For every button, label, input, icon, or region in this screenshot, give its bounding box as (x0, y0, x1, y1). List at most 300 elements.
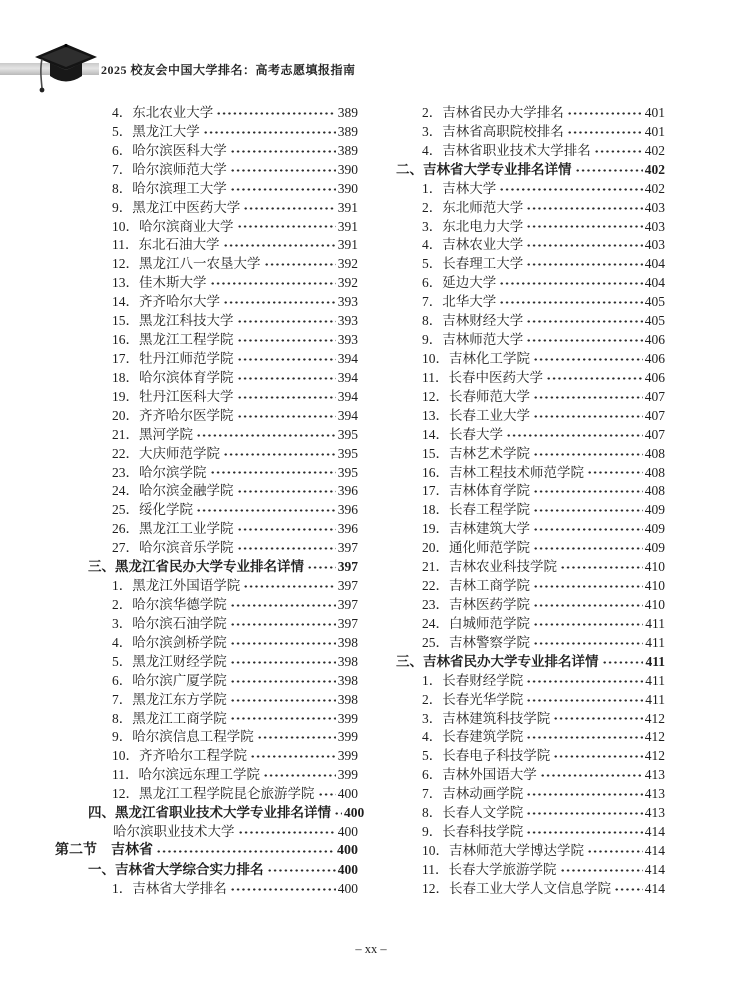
toc-entry-label: 8．哈尔滨理工大学 (112, 180, 227, 196)
dot-leader (526, 691, 643, 710)
toc-entry-page: 412 (644, 729, 665, 745)
toc-entry (396, 672, 665, 691)
toc-entry (55, 218, 358, 237)
toc-entry (396, 634, 665, 653)
toc-entry-label: 12．黑龙江工程学院昆仑旅游学院 (112, 786, 315, 802)
dot-leader (533, 407, 643, 426)
toc-entry (396, 180, 665, 199)
dot-leader (196, 426, 336, 445)
dot-leader (553, 747, 643, 766)
dot-leader (526, 728, 643, 747)
toc-entry-label: 17．牡丹江师范学院 (112, 350, 234, 366)
toc-entry (396, 785, 665, 804)
dot-leader (230, 710, 336, 729)
dot-leader (587, 842, 643, 861)
dot-leader (526, 331, 643, 350)
toc-entry (55, 747, 358, 766)
toc-entry-page: 395 (337, 445, 358, 461)
dot-leader (203, 123, 336, 142)
toc-entry-label: 1．长春财经学院 (422, 672, 524, 688)
toc-entry-page: 410 (644, 596, 665, 612)
toc-entry-label: 6．哈尔滨医科大学 (112, 142, 227, 158)
toc-entry (55, 710, 358, 729)
toc-entry (55, 274, 358, 293)
toc-entry-label: 3．东北电力大学 (422, 218, 524, 234)
toc-entry-page: 413 (644, 767, 665, 783)
toc-entry-label: 14．齐齐哈尔大学 (112, 294, 220, 310)
toc-entry (55, 520, 358, 539)
toc-entry-page: 403 (644, 237, 665, 253)
dot-leader (230, 180, 336, 199)
dot-leader (526, 218, 643, 237)
toc-entry (55, 104, 358, 123)
toc-entry (396, 104, 665, 123)
toc-entry-label: 21．黑河学院 (112, 426, 193, 442)
dot-leader (250, 747, 336, 766)
toc-entry-page: 389 (337, 142, 358, 158)
toc-entry (396, 255, 665, 274)
toc-entry-page: 414 (644, 842, 665, 858)
dot-leader (533, 350, 643, 369)
toc-entry-label: 9．黑龙江中医药大学 (112, 199, 241, 215)
toc-entry (55, 312, 358, 331)
toc-entry (396, 142, 665, 161)
toc-entry-page: 397 (337, 578, 358, 594)
toc-entry (396, 577, 665, 596)
toc-entry-label: 20．通化师范学院 (422, 540, 530, 556)
toc-entry-label: 24．哈尔滨金融学院 (112, 483, 234, 499)
toc-entry (55, 653, 358, 672)
dot-leader (223, 236, 336, 255)
toc-entry (396, 464, 665, 483)
toc-entry (55, 331, 358, 350)
toc-entry-label: 8．长春人文学院 (422, 805, 524, 821)
toc-entry (55, 426, 358, 445)
dot-leader (526, 823, 643, 842)
toc-entry-label: 9．哈尔滨信息工程学院 (112, 729, 254, 745)
toc-entry (55, 236, 358, 255)
dot-leader (594, 142, 643, 161)
toc-entry-page: 396 (337, 483, 358, 499)
toc-entry-page: 397 (337, 559, 358, 575)
folio-page-number: – xx – (355, 942, 387, 956)
toc-entry-page: 414 (644, 861, 665, 877)
toc-entry-label: 9．吉林师范大学 (422, 332, 524, 348)
toc-entry (396, 861, 665, 880)
toc-entry (396, 331, 665, 350)
toc-entry-page: 394 (337, 388, 358, 404)
toc-entry-label: 6．延边大学 (422, 275, 497, 291)
toc-entry (55, 539, 358, 558)
toc-entry-page: 414 (644, 824, 665, 840)
toc-entry-label: 8．吉林财经大学 (422, 313, 524, 329)
toc-entry-page: 408 (644, 445, 665, 461)
toc-entry-label: 13．长春工业大学 (422, 407, 530, 423)
toc-entry-page: 392 (337, 256, 358, 272)
toc-entry-label: 7．哈尔滨师范大学 (112, 161, 227, 177)
toc-entry (55, 482, 358, 501)
toc-entry-label: 三、黑龙江省民办大学专业排名详情 (88, 559, 304, 575)
toc-entry-label: 15．黑龙江科技大学 (112, 313, 234, 329)
toc-entry-label: 4．吉林省职业技术大学排名 (422, 142, 591, 158)
toc-entry-label: 2．东北师范大学 (422, 199, 524, 215)
toc-entry-page: 396 (337, 521, 358, 537)
toc-entry-label: 哈尔滨职业技术大学 (113, 824, 235, 840)
dot-leader (533, 577, 643, 596)
toc-entry (396, 236, 665, 255)
toc-entry-page: 399 (337, 748, 358, 764)
toc-entry-label: 11．长春中医药大学 (422, 369, 543, 385)
toc-entry-label: 25．吉林警察学院 (422, 634, 530, 650)
dot-leader (237, 218, 336, 237)
toc-entry-page: 403 (644, 199, 665, 215)
toc-entry-page: 412 (644, 748, 665, 764)
toc-entry (396, 615, 665, 634)
toc-entry (55, 785, 358, 804)
dot-leader (237, 539, 336, 558)
toc-entry-label: 18．长春工程学院 (422, 502, 530, 518)
toc-entry-label: 6．吉林外国语大学 (422, 767, 537, 783)
toc-entry-label: 四、黑龙江省职业技术大学专业排名详情 (88, 805, 331, 821)
toc-entry-label: 4．吉林农业大学 (422, 237, 524, 253)
toc-entry-page: 405 (644, 294, 665, 310)
toc-entry-label: 25．绥化学院 (112, 502, 193, 518)
toc-entry-page: 390 (337, 161, 358, 177)
toc-entry-page: 389 (337, 123, 358, 139)
toc-entry (396, 445, 665, 464)
dot-leader (334, 804, 342, 823)
toc-entry (55, 293, 358, 312)
dot-leader (560, 861, 643, 880)
toc-entry-label: 7．北华大学 (422, 294, 497, 310)
dot-leader (237, 388, 336, 407)
toc-entry (55, 558, 358, 577)
toc-entry-page: 390 (337, 180, 358, 196)
toc-entry-page: 400 (337, 861, 358, 877)
toc-entry-label: 一、吉林省大学综合实力排名 (88, 861, 264, 877)
toc-entry-label: 11．长春大学旅游学院 (422, 861, 557, 877)
dot-leader (533, 482, 643, 501)
dot-leader (243, 199, 336, 218)
toc-entry-label: 10．齐齐哈尔工程学院 (112, 748, 247, 764)
toc-entry-page: 409 (644, 540, 665, 556)
toc-entry (396, 520, 665, 539)
toc-entry-page: 413 (644, 786, 665, 802)
toc-entry-label: 24．白城师范学院 (422, 615, 530, 631)
dot-leader (560, 558, 643, 577)
toc-entry (396, 312, 665, 331)
toc-entry-label: 17．吉林体育学院 (422, 483, 530, 499)
dot-leader (237, 482, 336, 501)
toc-entry-label: 14．长春大学 (422, 426, 503, 442)
toc-entry-label: 二、吉林省大学专业排名详情 (396, 161, 572, 177)
dot-leader (263, 766, 336, 785)
dot-leader (230, 596, 336, 615)
toc-entry (55, 180, 358, 199)
toc-entry (396, 842, 665, 861)
toc-entry-page: 407 (644, 426, 665, 442)
toc-entry-label: 10．吉林化工学院 (422, 350, 530, 366)
toc-entry (55, 861, 358, 880)
dot-leader (533, 615, 643, 634)
toc-column-left (55, 104, 365, 899)
dot-leader (230, 142, 336, 161)
toc-entry-page: 400 (337, 842, 358, 858)
toc-entry (396, 747, 665, 766)
dot-leader (230, 691, 336, 710)
toc-entry-page: 395 (337, 426, 358, 442)
toc-entry-label: 11．哈尔滨远东理工学院 (112, 767, 260, 783)
toc-entry (55, 407, 358, 426)
toc-entry-label: 5．长春电子科技学院 (422, 748, 551, 764)
toc-entry (396, 804, 665, 823)
dot-leader (540, 766, 643, 785)
dot-leader (264, 255, 336, 274)
toc-entry (396, 558, 665, 577)
toc-entry (396, 293, 665, 312)
toc-entry (55, 369, 358, 388)
toc-entry-page: 399 (337, 710, 358, 726)
toc-entry-page: 411 (645, 691, 665, 707)
dot-leader (307, 558, 336, 577)
toc-entry-page: 402 (644, 180, 665, 196)
toc-entry (396, 691, 665, 710)
dot-leader (210, 464, 336, 483)
toc-entry-page: 407 (644, 407, 665, 423)
dot-leader (546, 369, 643, 388)
toc-entry (396, 369, 665, 388)
toc-entry-label: 21．吉林农业科技学院 (422, 559, 557, 575)
dot-leader (257, 728, 336, 747)
toc-entry-page: 391 (337, 218, 358, 234)
toc-entry-label: 8．黑龙江工商学院 (112, 710, 227, 726)
toc-entry-label: 19．吉林建筑大学 (422, 521, 530, 537)
toc-entry (396, 199, 665, 218)
toc-entry-label: 3．吉林省高职院校排名 (422, 123, 564, 139)
dot-leader (506, 426, 643, 445)
page-title: 2025 校友会中国大学排名：高考志愿填报指南 (101, 63, 356, 77)
toc-entry (396, 482, 665, 501)
toc-entry-label: 19．牡丹江医科大学 (112, 388, 234, 404)
toc-entry-label: 22．大庆师范学院 (112, 445, 220, 461)
dot-leader (230, 634, 336, 653)
dot-leader (526, 804, 643, 823)
toc-entry (55, 123, 358, 142)
toc-entry-label: 5．黑龙江大学 (112, 123, 200, 139)
toc-entry-page: 397 (337, 540, 358, 556)
dot-leader (533, 501, 643, 520)
toc-entry-page: 408 (644, 464, 665, 480)
dot-leader (216, 104, 336, 123)
dot-leader (237, 369, 336, 388)
toc-entry-label: 27．哈尔滨音乐学院 (112, 540, 234, 556)
dot-leader (196, 501, 336, 520)
toc-entry (55, 161, 358, 180)
dot-leader (533, 520, 643, 539)
dot-leader (587, 464, 643, 483)
toc-entry (55, 255, 358, 274)
dot-leader (499, 274, 643, 293)
dot-leader (533, 388, 643, 407)
toc-entry-label: 9．长春科技学院 (422, 824, 524, 840)
dot-leader (237, 331, 336, 350)
toc-entry-page: 402 (644, 161, 665, 177)
toc-entry-label: 4．东北农业大学 (112, 105, 214, 120)
toc-entry-page: 394 (337, 407, 358, 423)
dot-leader (526, 785, 643, 804)
toc-entry-label: 23．吉林医药学院 (422, 596, 530, 612)
toc-entry-page: 393 (337, 294, 358, 310)
toc-entry-page: 393 (337, 313, 358, 329)
page-footer (0, 942, 742, 957)
dot-leader (318, 785, 336, 804)
toc-entry-label: 三、吉林省民办大学专业排名详情 (396, 653, 599, 669)
toc-entry-label: 2．长春光华学院 (422, 691, 524, 707)
toc-entry-page: 398 (337, 634, 358, 650)
toc-entry (396, 123, 665, 142)
toc-entry (55, 445, 358, 464)
toc-entry-page: 396 (337, 502, 358, 518)
toc-entry-page: 400 (344, 805, 365, 821)
dot-leader (526, 312, 643, 331)
toc-entry-label: 5．长春理工大学 (422, 256, 524, 272)
toc-entry-page: 409 (644, 502, 665, 518)
toc-entry-page: 402 (644, 142, 665, 158)
toc-entry (396, 218, 665, 237)
dot-leader (237, 350, 336, 369)
toc-entry-page: 397 (337, 596, 358, 612)
toc-entry (55, 842, 358, 861)
toc-entry-page: 403 (644, 218, 665, 234)
toc-entry-page: 400 (337, 880, 358, 896)
toc-entry-page: 408 (644, 483, 665, 499)
toc-entry-page: 411 (645, 615, 665, 631)
toc-entry-label: 6．哈尔滨广厦学院 (112, 672, 227, 688)
toc-entry (55, 501, 358, 520)
toc-entry-label: 13．佳木斯大学 (112, 275, 207, 291)
dot-leader (553, 710, 643, 729)
toc-entry (55, 615, 358, 634)
toc-entry (55, 728, 358, 747)
toc-entry-label: 7．吉林动画学院 (422, 786, 524, 802)
toc-entry-label: 18．哈尔滨体育学院 (112, 369, 234, 385)
toc-entry-page: 394 (337, 350, 358, 366)
dot-leader (243, 577, 336, 596)
toc-entry-page: 404 (644, 275, 665, 291)
toc-entry-page: 414 (644, 880, 665, 896)
toc-entry (396, 407, 665, 426)
toc-entry-page: 413 (644, 805, 665, 821)
dot-leader (238, 823, 336, 842)
toc-entry (396, 350, 665, 369)
toc-entry-label: 第二节 吉林省 (55, 842, 153, 858)
dot-leader (499, 293, 643, 312)
toc-entry-page: 406 (644, 369, 665, 385)
toc-entry (396, 388, 665, 407)
toc-entry-label: 26．黑龙江工业学院 (112, 521, 234, 537)
toc-entry-page: 405 (644, 313, 665, 329)
dot-leader (533, 634, 643, 653)
toc-entry (396, 653, 665, 672)
dot-leader (230, 880, 336, 899)
toc-entry-page: 394 (337, 369, 358, 385)
toc-entry-page: 399 (337, 729, 358, 745)
toc-entry-label: 5．黑龙江财经学院 (112, 653, 227, 669)
toc-entry-label: 4．长春建筑学院 (422, 729, 524, 745)
toc-entry-label: 16．黑龙江工程学院 (112, 332, 234, 348)
toc-entry-label: 16．吉林工程技术师范学院 (422, 464, 584, 480)
dot-leader (237, 407, 336, 426)
toc-entry (55, 577, 358, 596)
toc-entry (396, 539, 665, 558)
toc-entry-label: 23．哈尔滨学院 (112, 464, 207, 480)
toc-entry-label: 2．哈尔滨华德学院 (112, 596, 227, 612)
toc-entry-page: 407 (644, 388, 665, 404)
toc-entry (396, 728, 665, 747)
toc-entry-page: 391 (337, 237, 358, 253)
toc-entry-label: 1．吉林大学 (422, 180, 497, 196)
toc-entry (396, 596, 665, 615)
toc-entry-label: 3．哈尔滨石油学院 (112, 615, 227, 631)
toc-entry-label: 11．东北石油大学 (112, 237, 220, 253)
toc-entry-page: 395 (337, 464, 358, 480)
dot-leader (223, 445, 336, 464)
dot-leader (567, 104, 643, 123)
toc-entry-page: 397 (337, 615, 358, 631)
toc-entry-page: 389 (337, 105, 358, 120)
toc-entry (55, 199, 358, 218)
dot-leader (230, 615, 336, 634)
toc-entry (55, 596, 358, 615)
toc-entry (55, 350, 358, 369)
toc-entry-page: 391 (337, 199, 358, 215)
toc-entry-page: 409 (644, 521, 665, 537)
dot-leader (210, 274, 336, 293)
toc-entry-label: 2．吉林省民办大学排名 (422, 105, 564, 120)
toc-entry (396, 161, 665, 180)
toc-entry-label: 12．长春工业大学人文信息学院 (422, 880, 611, 896)
toc-column-right (396, 104, 665, 899)
dot-leader (267, 861, 336, 880)
toc-entry (396, 880, 665, 899)
toc-entry-page: 406 (644, 350, 665, 366)
dot-leader (237, 520, 336, 539)
toc-entry-label: 7．黑龙江东方学院 (112, 691, 227, 707)
toc-entry (55, 691, 358, 710)
dot-leader (230, 161, 336, 180)
toc-entry (55, 142, 358, 161)
dot-leader (567, 123, 643, 142)
toc-entry-label: 12．黑龙江八一农垦大学 (112, 256, 261, 272)
toc-entry-label: 10．哈尔滨商业大学 (112, 218, 234, 234)
dot-leader (602, 653, 644, 672)
dot-leader (526, 255, 643, 274)
toc-entry-page: 404 (644, 256, 665, 272)
toc-entry (396, 710, 665, 729)
toc-entry-label: 15．吉林艺术学院 (422, 445, 530, 461)
toc-entry-label: 1．黑龙江外国语学院 (112, 578, 241, 594)
toc-entry-page: 406 (644, 332, 665, 348)
toc-entry-label: 10．吉林师范大学博达学院 (422, 842, 584, 858)
toc-entry (396, 823, 665, 842)
toc-entry-label: 3．吉林建筑科技学院 (422, 710, 551, 726)
toc-entry-label: 22．吉林工商学院 (422, 578, 530, 594)
dot-leader (533, 539, 643, 558)
toc-entry (55, 634, 358, 653)
toc-entry (396, 501, 665, 520)
toc-entry-page: 398 (337, 672, 358, 688)
toc-entry (55, 823, 358, 842)
